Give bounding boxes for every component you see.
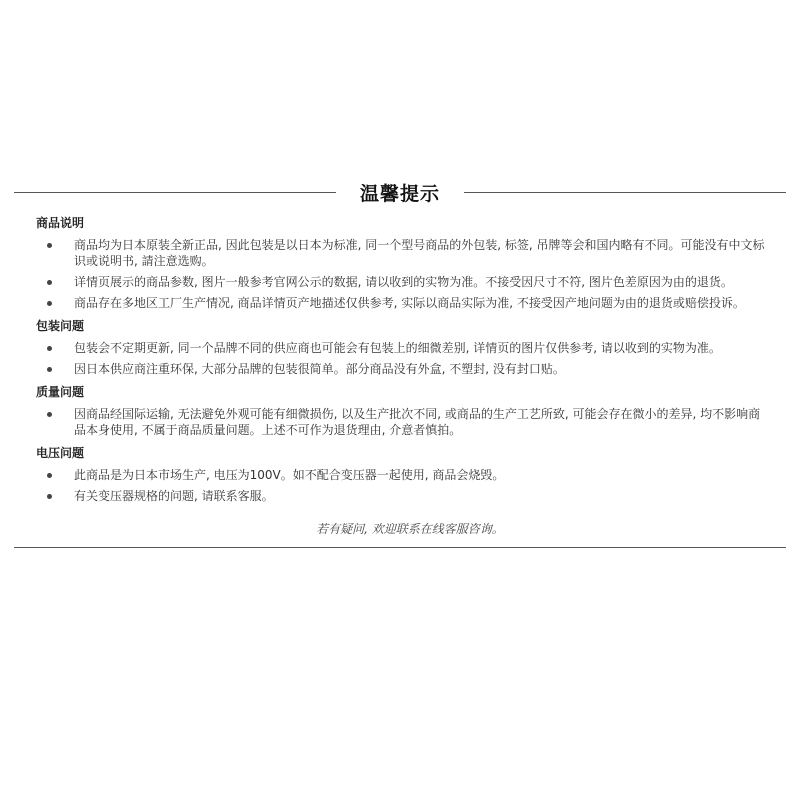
bullet-list <box>14 406 786 438</box>
list-item <box>14 488 786 504</box>
list-item-text: 此商品是为日本市场生产, 电压为100V。如不配合变压器一起使用, 商品会烧毁。 <box>74 468 505 482</box>
list-item <box>14 406 786 438</box>
section-heading: 质量问题 <box>36 385 85 399</box>
section-heading: 包装问题 <box>36 319 85 333</box>
list-item-text: 包装会不定期更新, 同一个品牌不同的供应商也可能会有包装上的细微差别, 详情页的图片仅供参考, 请以收到的实物为准。 <box>74 341 721 355</box>
list-item <box>14 340 786 356</box>
bullet-list <box>14 340 786 377</box>
list-item <box>14 237 786 269</box>
notice-panel <box>14 172 786 548</box>
page-title: 温馨提示 <box>360 182 441 205</box>
list-item <box>14 361 786 377</box>
bullet-icon <box>47 494 52 499</box>
list-item <box>14 467 786 483</box>
bullet-icon <box>47 280 52 285</box>
section-heading: 电压问题 <box>36 446 85 460</box>
bullet-list <box>14 467 786 504</box>
list-item <box>14 295 786 311</box>
bullet-icon <box>47 301 52 306</box>
section-voltage <box>14 444 786 504</box>
list-item-text: 有关变压器规格的问题, 请联系客服。 <box>74 489 274 503</box>
list-item-text: 商品存在多地区工厂生产情况, 商品详情页产地描述仅供参考, 实际以商品实际为准, 不接受因产地问题为由的退货或赔偿投诉。 <box>74 296 745 310</box>
bullet-icon <box>47 367 52 372</box>
bullet-icon <box>47 243 52 248</box>
title-divider-left <box>14 192 336 193</box>
title-divider-right <box>464 192 786 193</box>
section-heading: 商品说明 <box>36 216 85 230</box>
list-item-text: 商品均为日本原装全新正品, 因此包装是以日本为标准, 同一个型号商品的外包装, 标签, 吊牌等会和国内略有不同。可能没有中文标识或说明书, 請注意选购。 <box>74 238 765 268</box>
list-item-text: 详情页展示的商品参数, 图片一般参考官网公示的数据, 请以收到的实物为准。不接受因尺寸不符, 图片色差原因为由的退货。 <box>74 275 733 289</box>
list-item <box>14 274 786 290</box>
bullet-icon <box>47 412 52 417</box>
list-item-text: 因日本供应商注重环保, 大部分品牌的包装很简单。部分商品没有外盒, 不塑封, 没有封口贴。 <box>74 362 565 376</box>
bullet-icon <box>47 346 52 351</box>
section-quality <box>14 383 786 438</box>
bullet-list <box>14 237 786 311</box>
list-item-text: 因商品经国际运输, 无法避免外观可能有细微损伤, 以及生产批次不同, 或商品的生产工艺所致, 可能会存在微小的差异, 均不影响商品本身使用, 不属于商品质量问题。上述不可作为退货理由, 介意者慎拍。 <box>74 407 761 437</box>
bottom-divider <box>14 547 786 548</box>
section-packaging <box>14 317 786 377</box>
title-row <box>14 172 786 212</box>
bullet-icon <box>47 473 52 478</box>
section-product-description <box>14 214 786 311</box>
footer-note: 若有疑问, 欢迎联系在线客服咨询。 <box>316 522 504 536</box>
